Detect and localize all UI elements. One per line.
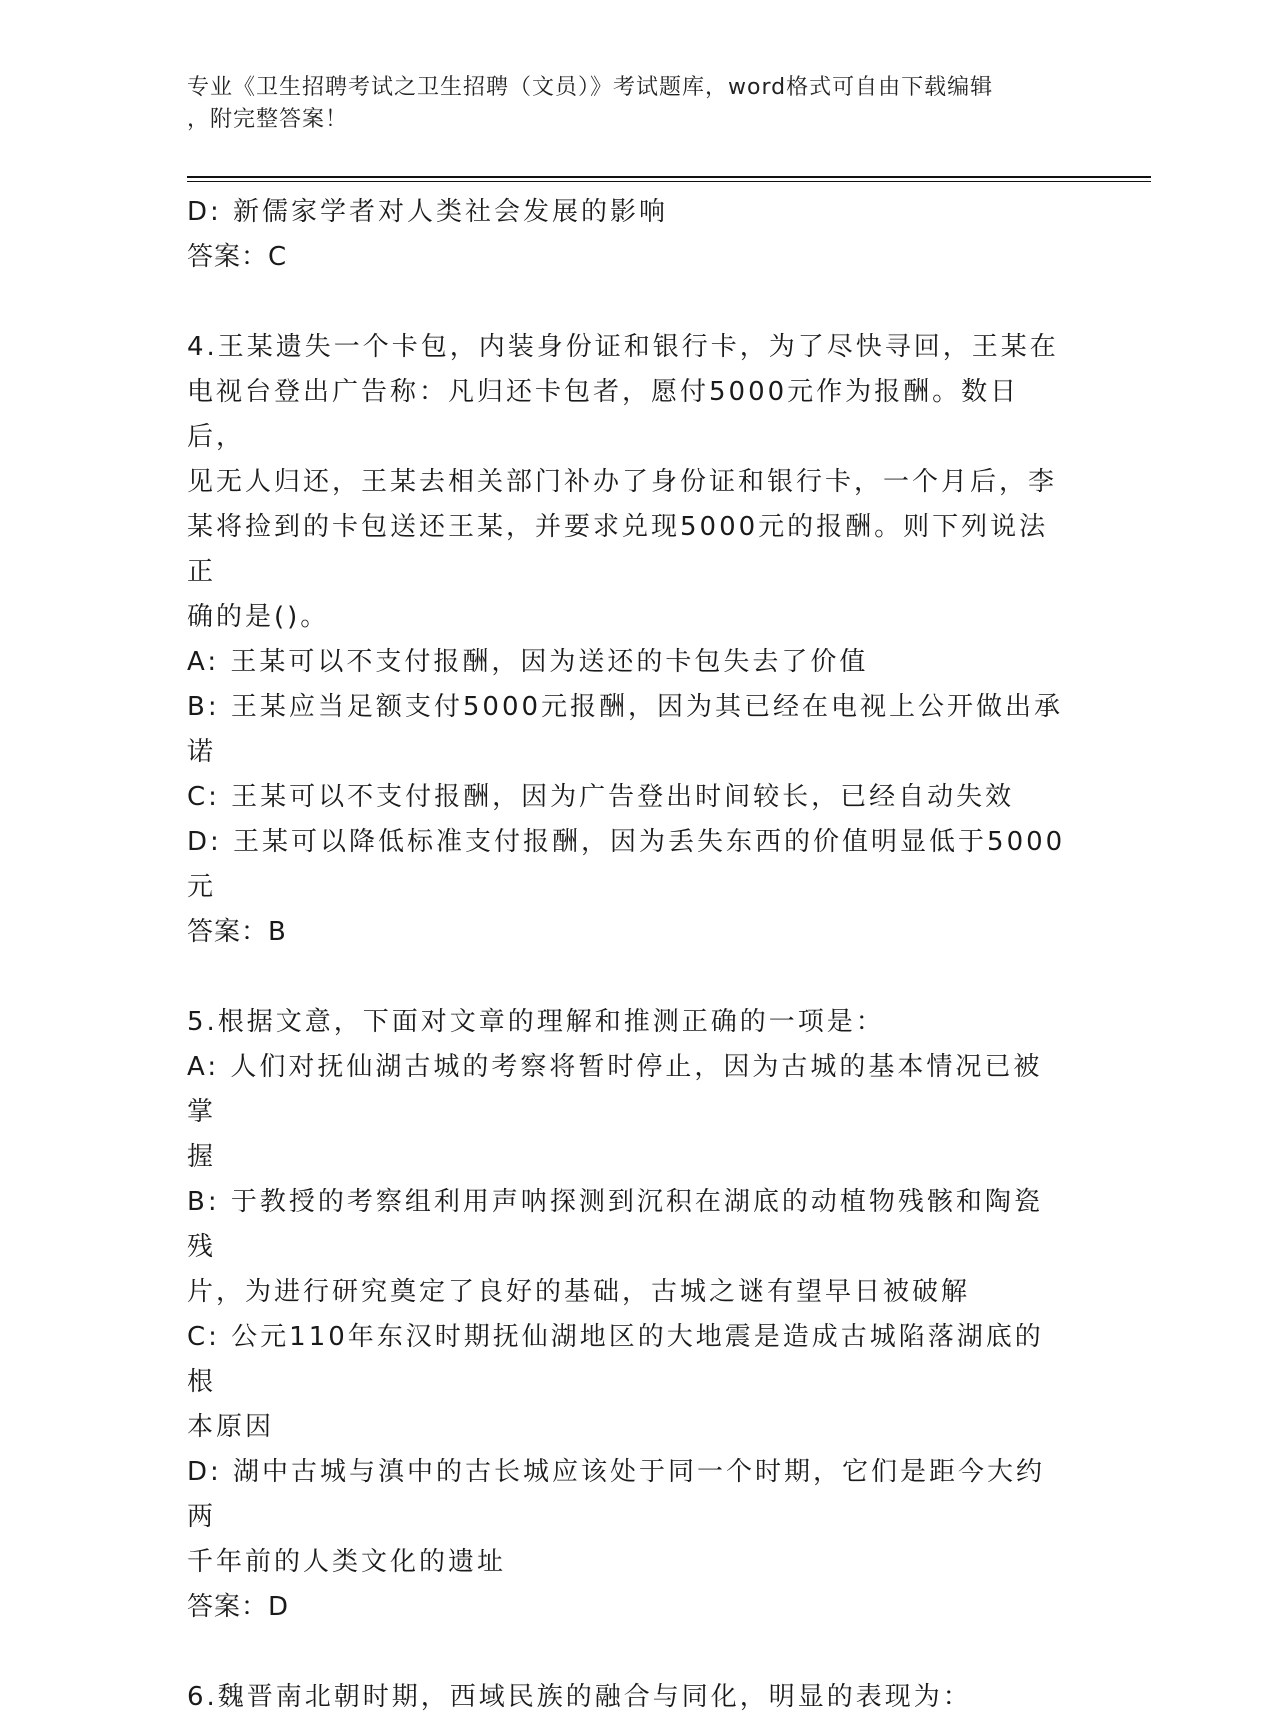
option-a: A: 王某可以不支付报酬，因为送还的卡包失去了价值 bbox=[187, 647, 869, 677]
option-b: B: 王某应当足额支付5000元报酬，因为其已经在电视上公开做出承 bbox=[187, 692, 1064, 722]
option-d-continued: 元 bbox=[187, 872, 217, 902]
question-stem-line: 4.王某遗失一个卡包，内装身份证和银行卡，为了尽快寻回，王某在 bbox=[187, 332, 1059, 362]
document-body bbox=[187, 190, 1067, 1720]
document-header bbox=[187, 72, 1067, 136]
option-a: A: 人们对抚仙湖古城的考察将暂时停止，因为古城的基本情况已被掌 bbox=[187, 1052, 1043, 1127]
option-d: D: 王某可以降低标准支付报酬，因为丢失东西的价值明显低于5000 bbox=[187, 827, 1066, 857]
option-d-continued: 千年前的人类文化的遗址 bbox=[187, 1547, 507, 1577]
spacer bbox=[187, 280, 1067, 325]
answer-line: 答案：C bbox=[187, 242, 288, 272]
option-c-continued: 本原因 bbox=[187, 1412, 275, 1442]
question-3-tail bbox=[187, 190, 1067, 280]
option-b-continued: 片，为进行研究奠定了良好的基础，古城之谜有望早日被破解 bbox=[187, 1277, 971, 1307]
option-c: C: 公元110年东汉时期抚仙湖地区的大地震是造成古城陷落湖底的根 bbox=[187, 1322, 1044, 1397]
question-4 bbox=[187, 325, 1067, 955]
answer-line: 答案：B bbox=[187, 917, 287, 947]
question-stem-line: 见无人归还，王某去相关部门补办了身份证和银行卡，一个月后，李 bbox=[187, 467, 1058, 497]
question-stem-line: 电视台登出广告称：凡归还卡包者，愿付5000元作为报酬。数日后， bbox=[187, 377, 1020, 452]
header-divider-thin bbox=[187, 181, 1151, 182]
header-line-2: ，附完整答案！ bbox=[187, 107, 349, 132]
question-stem-line: 某将捡到的卡包送还王某，并要求兑现5000元的报酬。则下列说法正 bbox=[187, 512, 1049, 587]
option-a-continued: 握 bbox=[187, 1142, 217, 1172]
answer-line: 答案：D bbox=[187, 1592, 290, 1622]
question-stem-line: 5.根据文意，下面对文章的理解和推测正确的一项是： bbox=[187, 1007, 885, 1037]
option-b-continued: 诺 bbox=[187, 737, 217, 767]
question-6 bbox=[187, 1675, 1067, 1720]
question-stem-line: 确的是()。 bbox=[187, 602, 330, 632]
option-c: C: 王某可以不支付报酬，因为广告登出时间较长，已经自动失效 bbox=[187, 782, 1015, 812]
spacer bbox=[187, 1630, 1067, 1675]
option-b: B: 于教授的考察组利用声呐探测到沉积在湖底的动植物残骸和陶瓷残 bbox=[187, 1187, 1043, 1262]
spacer bbox=[187, 955, 1067, 1000]
question-stem-line: 6.魏晋南北朝时期，西域民族的融合与同化，明显的表现为： bbox=[187, 1682, 972, 1712]
option-d: D: 湖中古城与滇中的古长城应该处于同一个时期，它们是距今大约两 bbox=[187, 1457, 1046, 1532]
header-line-1: 专业《卫生招聘考试之卫生招聘（文员）》考试题库，word格式可自由下载编辑 bbox=[187, 75, 994, 100]
question-5 bbox=[187, 1000, 1067, 1630]
option-d: D: 新儒家学者对人类社会发展的影响 bbox=[187, 197, 669, 227]
header-divider-thick bbox=[187, 176, 1151, 178]
